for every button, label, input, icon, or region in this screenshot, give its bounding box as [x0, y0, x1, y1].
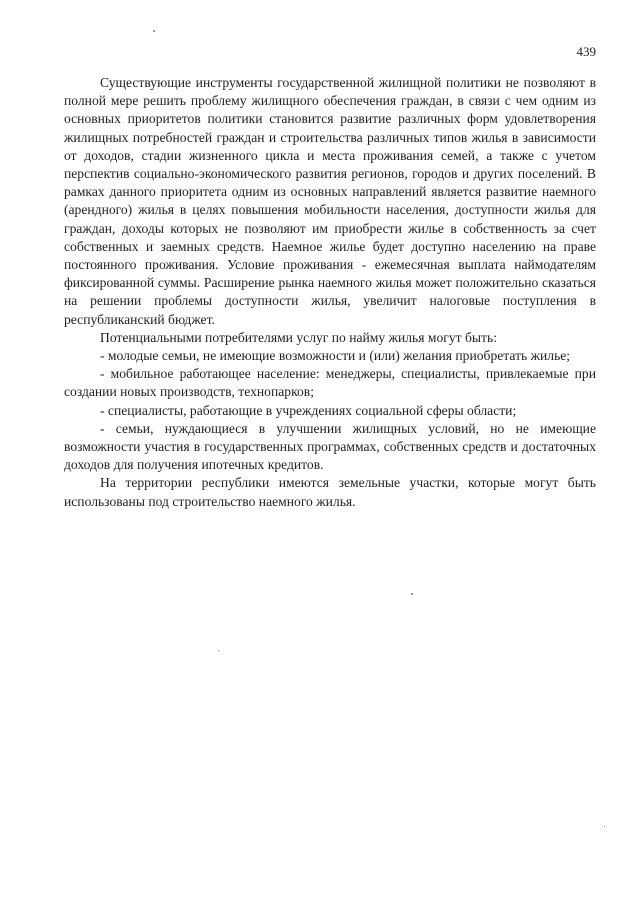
- document-body: [64, 74, 596, 511]
- paragraph-land-plots: На территории республики имеются земельные участки, которые могут быть использованы под строительство наемного жилья.: [64, 475, 596, 509]
- list-item-young-families: - молодые семьи, не имеющие возможности и (или) желания приобретать жилье;: [100, 348, 571, 364]
- list-item-social-sector-specialists: - специалисты, работающие в учреждениях социальной сферы области;: [100, 402, 517, 418]
- list-item-families-needing-housing: - семьи, нуждающиеся в улучшении жилищных условий, но не имеющие возможности участия в государственных программах, собственных средств и достаточных доходов для получения ипотечных кредитов.: [64, 420, 596, 473]
- paragraph-housing-policy: Существующие инструменты государственной жилищной политики не позволяют в полной мере решить проблему жилищного обеспечения граждан, в связи с чем одним из основных приоритетов политики становится развитие различных форм удовлетворения жилищных потребностей граждан и строительства различных типов жилья в зависимости от доходов, стадии жизненного цикла и места проживания семей, а также с учетом перспектив социально-экономического развития регионов, городов и других поселений. В рамках данного приоритета одним из основных направлений является развитие наемного (арендного) жилья в целях повышения мобильности населения, доступности жилья для граждан, доходы которых не позволяют им приобрести жилье в собственность за счет собственных и заемных средств. Наемное жилье будет доступно населению на праве постоянного проживания. Условие проживания - ежемесячная выплата наймодателям фиксированной суммы. Расширение рынка наемного жилья может положительно сказаться на решении проблемы доступности жилья, увеличит налоговые поступления в республиканский бюджет.: [64, 75, 596, 327]
- scan-speck: [411, 593, 413, 595]
- scan-speck: [604, 826, 605, 827]
- scan-speck: [153, 30, 155, 32]
- scan-speck: [218, 650, 219, 651]
- paragraph-potential-consumers: Потенциальными потребителями услуг по найму жилья могут быть:: [100, 329, 497, 345]
- page-number: 439: [576, 44, 596, 59]
- list-item-mobile-workforce: - мобильное работающее население: менеджеры, специалисты, привлекаемые при создании новых производств, технопарков;: [64, 366, 596, 400]
